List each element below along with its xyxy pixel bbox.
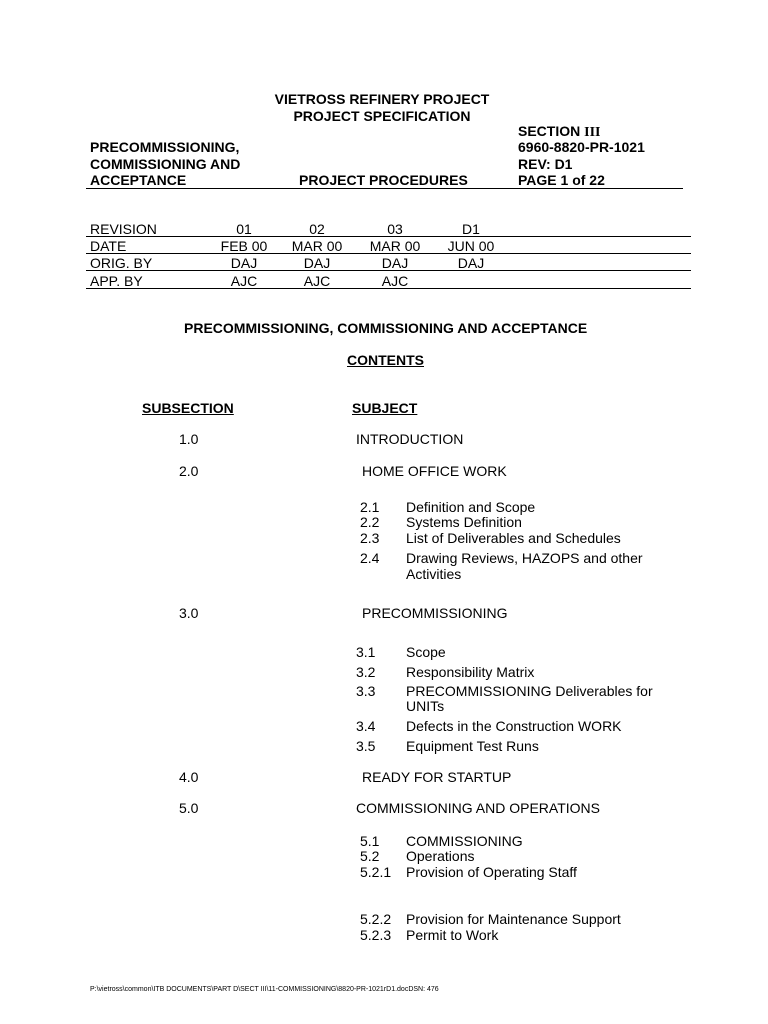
project-name: VIETROSS REFINERY PROJECT [274, 91, 490, 107]
toc-item-number: 5.2.2 [360, 911, 392, 927]
rev-row-label: ORIG. BY [90, 255, 153, 271]
toc-item-title: Provision for Maintenance Support [406, 911, 621, 927]
toc-item-title: COMMISSIONING [406, 833, 523, 849]
header-divider [86, 188, 683, 189]
rev-cell: 01 [236, 221, 252, 237]
toc-item-number: 5.1 [360, 833, 380, 849]
toc-item-title: Responsibility Matrix [406, 664, 535, 680]
rev-cell: 03 [387, 221, 403, 237]
toc-item-title: PRECOMMISSIONING Deliverables for [406, 683, 653, 699]
rev-cell: D1 [462, 221, 480, 237]
toc-section-number: 2.0 [179, 463, 199, 479]
rev-cell: AJC [303, 273, 331, 289]
rev-cell: AJC [381, 273, 409, 289]
toc-item-number: 2.3 [360, 530, 380, 546]
toc-item-number: 5.2.3 [360, 927, 392, 943]
toc-item-number: 2.2 [360, 514, 380, 530]
toc-item-number: 2.1 [360, 499, 380, 515]
toc-section-number: 3.0 [179, 605, 199, 621]
spec-title: PROJECT SPECIFICATION [293, 108, 471, 124]
toc-item-number: 3.2 [356, 664, 376, 680]
rev-cell: MAR 00 [369, 238, 421, 254]
left-title-line-1: PRECOMMISSIONING, [90, 139, 240, 155]
left-title-line-2: COMMISSIONING AND [90, 156, 241, 172]
toc-item-title-continued: UNITs [406, 698, 445, 714]
subsection-column-header: SUBSECTION [142, 400, 234, 416]
left-title-line-3: ACCEPTANCE [90, 172, 187, 188]
toc-item-title: Systems Definition [406, 514, 522, 530]
toc-item-number: 3.4 [356, 718, 376, 734]
table-rule [86, 288, 691, 289]
rev-cell: AJC [230, 273, 258, 289]
rev-cell: DAJ [457, 255, 485, 271]
table-rule [86, 253, 691, 254]
section-label: SECTION III [518, 123, 601, 140]
toc-section-number: 4.0 [179, 769, 199, 785]
toc-item-title: Equipment Test Runs [406, 738, 539, 754]
rev-cell: DAJ [230, 255, 258, 271]
rev-cell: FEB 00 [220, 238, 268, 254]
toc-item-title: Defects in the Construction WORK [406, 718, 622, 734]
rev-cell: 02 [309, 221, 325, 237]
rev-row-label: DATE [90, 238, 127, 254]
toc-section-title: READY FOR STARTUP [362, 769, 512, 785]
footer-file-path: P:\vietross\common\ITB DOCUMENTS\PART D\SECT III\11-COMMISSIONING\8820-PR-1021rD1.docDSN: 476 [90, 986, 439, 993]
toc-section-title: COMMISSIONING AND OPERATIONS [356, 800, 600, 816]
rev-cell: DAJ [303, 255, 331, 271]
doc-number: 6960-8820-PR-1021 [518, 139, 645, 155]
toc-item-number: 2.4 [360, 550, 380, 566]
toc-item-title: Scope [406, 644, 446, 660]
rev-row-label: APP. BY [90, 273, 143, 289]
toc-section-title: INTRODUCTION [356, 431, 464, 447]
toc-item-title: Definition and Scope [406, 499, 536, 515]
rev-row-label: REVISION [90, 221, 157, 237]
table-rule [86, 270, 691, 271]
subject-column-header: SUBJECT [352, 400, 418, 416]
toc-section-title: PRECOMMISSIONING [362, 605, 508, 621]
document-title: PRECOMMISSIONING, COMMISSIONING AND ACCEPTANCE [184, 320, 588, 336]
table-rule [86, 236, 691, 237]
contents-heading: CONTENTS [347, 352, 424, 368]
toc-item-number: 5.2.1 [360, 864, 392, 880]
rev-cell: JUN 00 [447, 238, 495, 254]
toc-item-number: 3.1 [356, 644, 376, 660]
toc-section-title: HOME OFFICE WORK [362, 463, 507, 479]
toc-item-number: 3.3 [356, 683, 376, 699]
rev-cell: DAJ [381, 255, 409, 271]
toc-item-number: 3.5 [356, 738, 376, 754]
toc-item-title: Provision of Operating Staff [406, 864, 577, 880]
page-number: PAGE 1 of 22 [518, 172, 605, 188]
toc-item-title: Drawing Reviews, HAZOPS and other [406, 550, 643, 566]
toc-item-title: Permit to Work [406, 927, 499, 943]
revision-code: REV: D1 [518, 156, 573, 172]
toc-item-title: List of Deliverables and Schedules [406, 530, 621, 546]
center-title: PROJECT PROCEDURES [299, 172, 468, 188]
toc-item-title: Operations [406, 848, 475, 864]
rev-cell: MAR 00 [291, 238, 343, 254]
toc-section-number: 1.0 [179, 431, 199, 447]
section-numeral: III [584, 125, 601, 140]
toc-item-number: 5.2 [360, 848, 380, 864]
toc-section-number: 5.0 [179, 800, 199, 816]
toc-item-title-continued: Activities [406, 566, 462, 582]
